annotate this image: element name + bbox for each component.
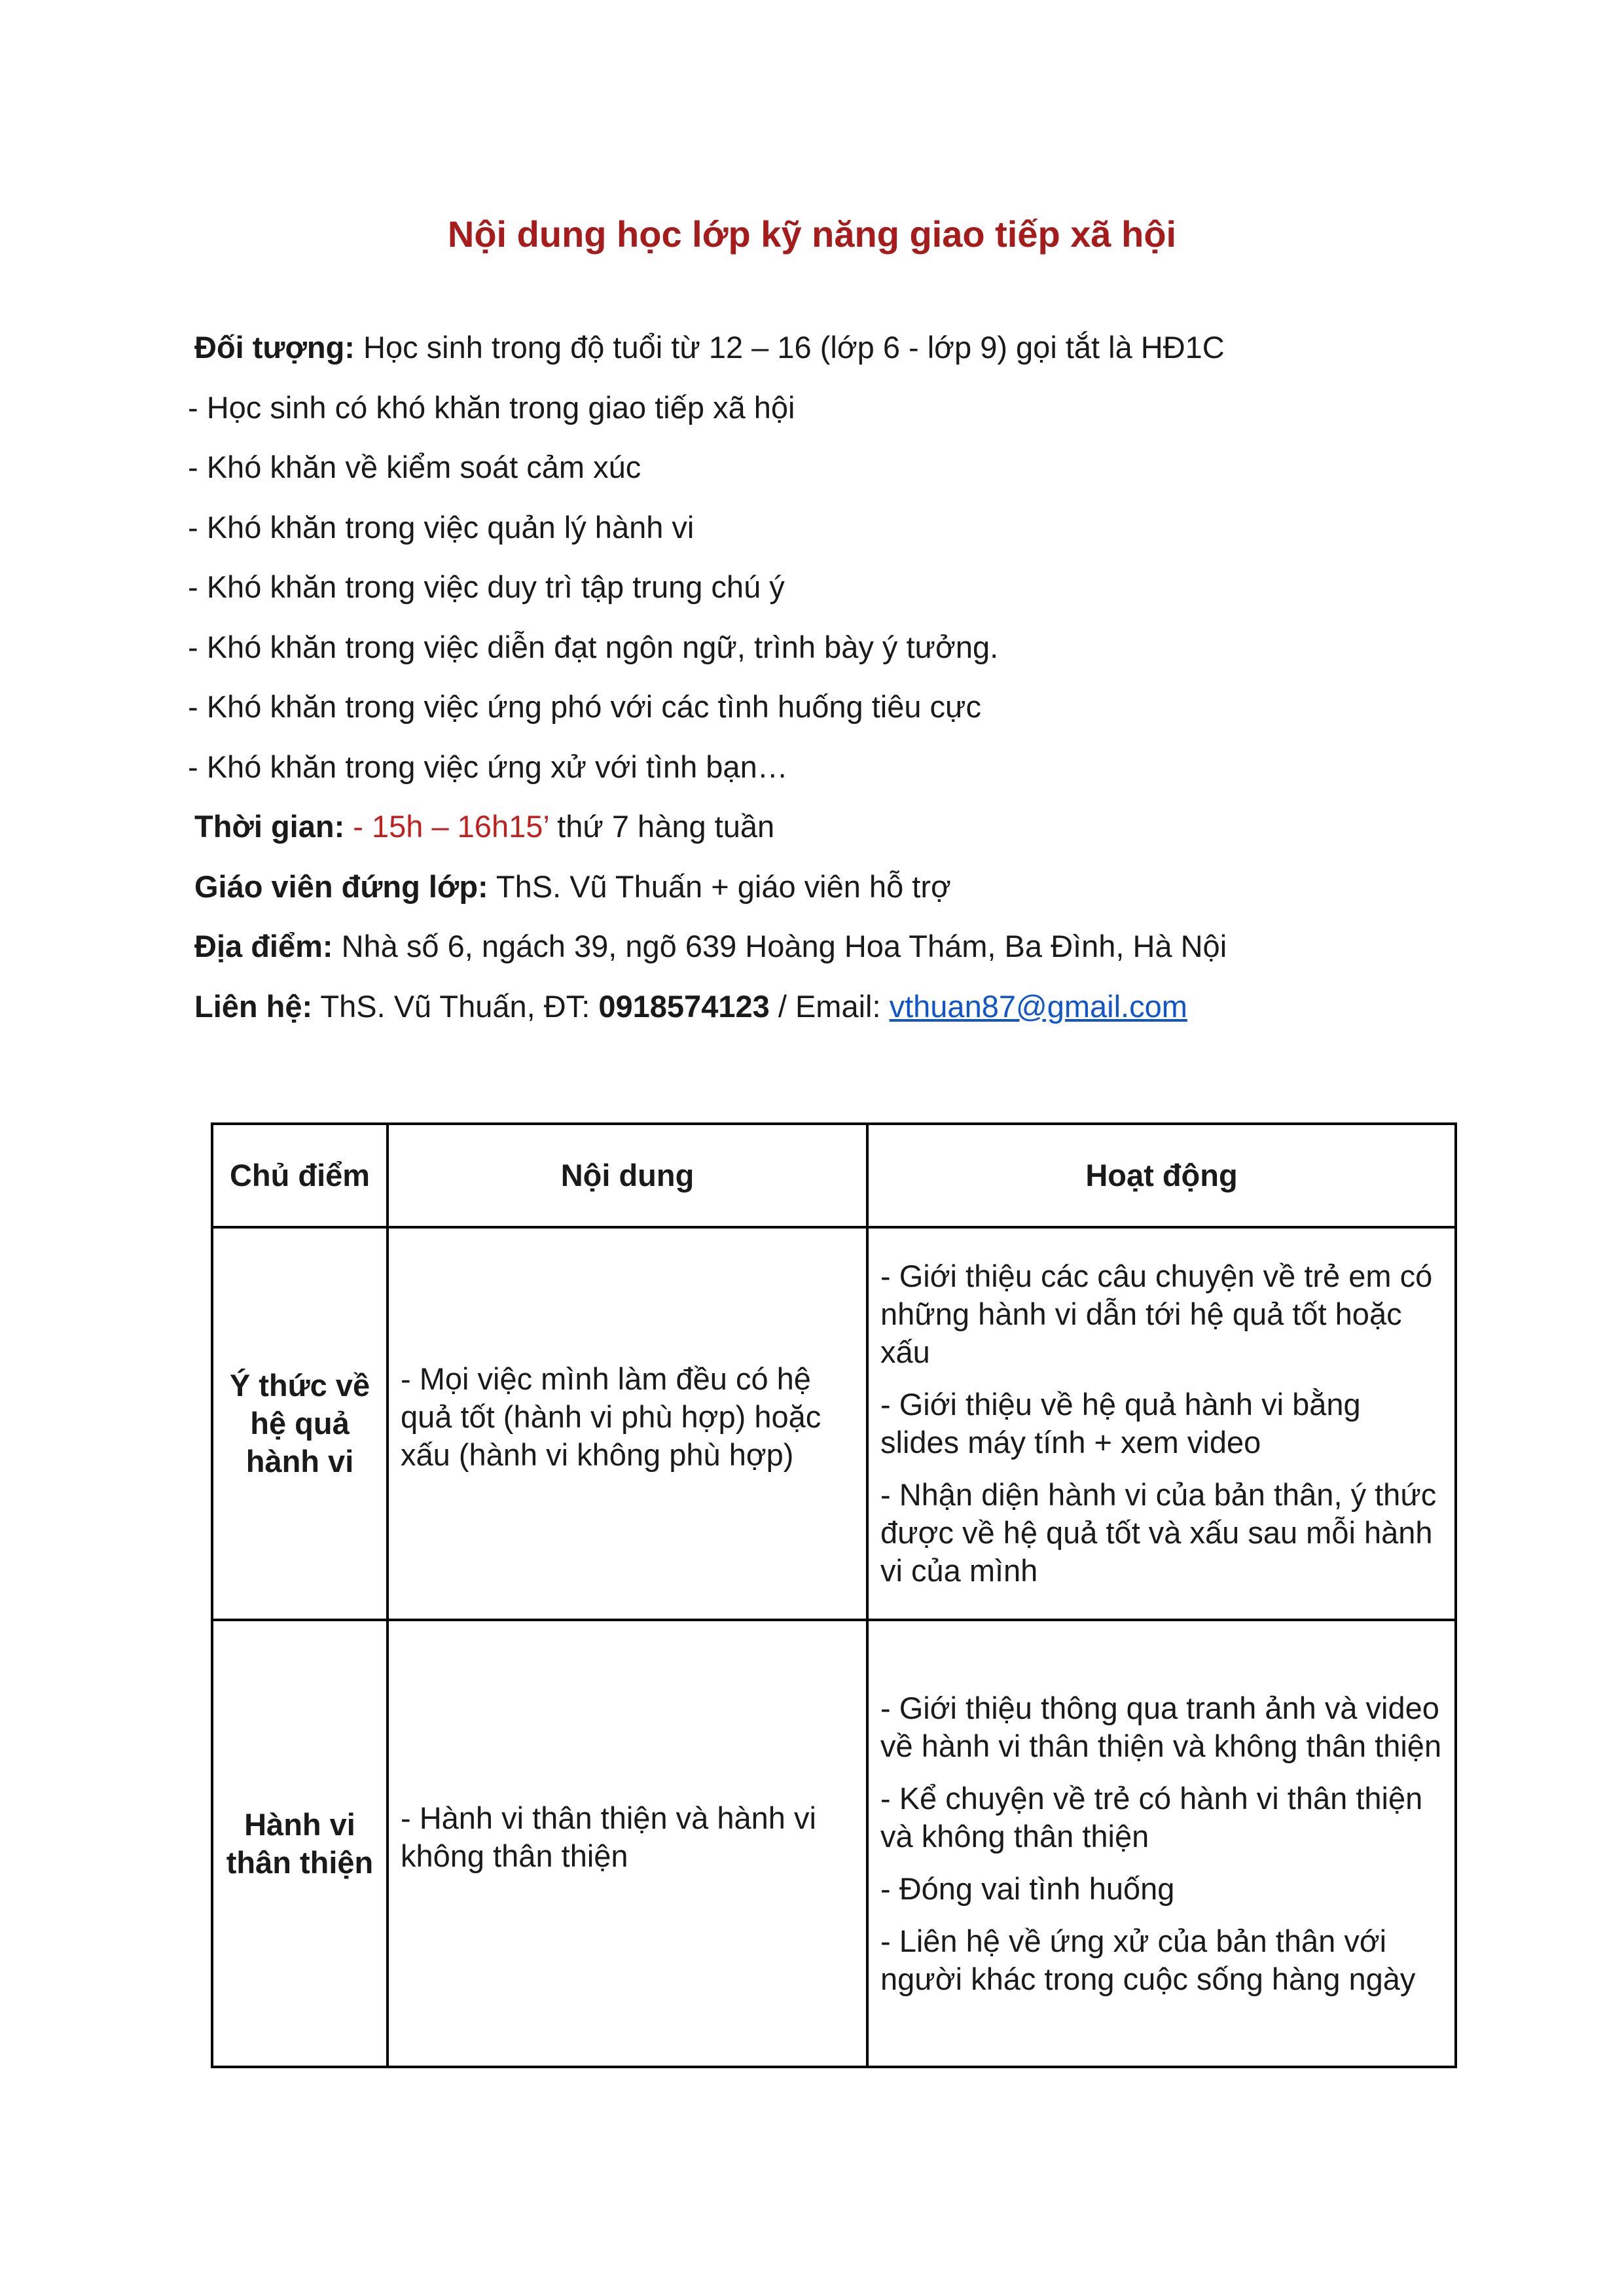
row-activities (867, 1620, 1456, 2067)
row-activities (867, 1227, 1456, 1620)
activity-item: - Kể chuyện về trẻ có hành vi thân thiện và không thân thiện (880, 1780, 1423, 1854)
difficulty-item: - Khó khăn về kiểm soát cảm xúc (188, 450, 641, 484)
contact-phone: 0918574123 (598, 988, 770, 1024)
schedule-dash: - (344, 809, 372, 844)
schedule-rest: thứ 7 hàng tuần (549, 809, 775, 844)
curriculum-table (211, 1122, 1457, 2068)
contact-email-label: / Email: (769, 988, 890, 1024)
activity-item: - Đóng vai tình huống (880, 1871, 1175, 1906)
activity-item: - Nhận diện hành vi của bản thân, ý thức được về hệ quả tốt và xấu sau mỗi hành vi của mình (880, 1477, 1437, 1588)
contact-email-link[interactable]: vthuan87@gmail.com (889, 988, 1187, 1024)
location-label: Địa điểm: (194, 929, 333, 963)
contact-label: Liên hệ: (194, 988, 313, 1024)
header-activities: Hoạt động (867, 1124, 1456, 1227)
teacher-line (194, 867, 1504, 907)
activity-item: - Giới thiệu các câu chuyện về trẻ em có những hành vi dẫn tới hệ quả tốt hoặc xấu (880, 1259, 1433, 1369)
row-topic: Hành vi thân thiện (212, 1620, 388, 2067)
contact-line (194, 986, 1504, 1027)
teacher-text: ThS. Vũ Thuấn + giáo viên hỗ trợ (488, 869, 951, 904)
header-topic: Chủ điểm (212, 1124, 388, 1227)
difficulty-item: - Khó khăn trong việc ứng xử với tình bạn… (188, 749, 788, 784)
difficulty-item: - Học sinh có khó khăn trong giao tiếp xã hội (188, 389, 795, 425)
table-header-row (212, 1124, 1456, 1227)
info-section (188, 327, 1504, 1046)
table-row (212, 1620, 1456, 2067)
activity-item: - Liên hệ về ứng xử của bản thân với người khác trong cuộc sống hàng ngày (880, 1923, 1416, 1996)
row-content: - Mọi việc mình làm đều có hệ quả tốt (hành vi phù hợp) hoặc xấu (hành vi không phù hợp) (388, 1227, 867, 1620)
teacher-label: Giáo viên đứng lớp: (194, 869, 488, 904)
row-topic: Ý thức về hệ quả hành vi (212, 1227, 388, 1620)
difficulty-item: - Khó khăn trong việc quản lý hành vi (188, 509, 695, 545)
table-row (212, 1227, 1456, 1620)
target-text: Học sinh trong độ tuổi từ 12 – 16 (lớp 6 - lớp 9) gọi tắt là HĐ1C (354, 330, 1225, 365)
target-line (194, 327, 1504, 368)
target-label: Đối tượng: (194, 330, 355, 365)
activity-item: - Giới thiệu thông qua tranh ảnh và video về hành vi thân thiện và không thân thiện (880, 1690, 1442, 1763)
schedule-line (194, 806, 1504, 847)
contact-text: ThS. Vũ Thuấn, ĐT: (312, 988, 599, 1024)
page-title: Nội dung học lớp kỹ năng giao tiếp xã hội (447, 213, 1177, 255)
row-content: - Hành vi thân thiện và hành vi không thân thiện (388, 1620, 867, 2067)
difficulty-item: - Khó khăn trong việc duy trì tập trung chú ý (188, 569, 785, 604)
header-content: Nội dung (388, 1124, 867, 1227)
schedule-time: 15h – 16h15’ (372, 809, 549, 844)
difficulty-item: - Khó khăn trong việc diễn đạt ngôn ngữ, trình bày ý tưởng. (188, 629, 999, 664)
activity-item: - Giới thiệu về hệ quả hành vi bằng slides máy tính + xem video (880, 1387, 1361, 1460)
location-text: Nhà số 6, ngách 39, ngõ 639 Hoàng Hoa Thám, Ba Đình, Hà Nội (333, 929, 1227, 963)
location-line (194, 926, 1504, 967)
schedule-label: Thời gian: (194, 809, 345, 844)
difficulty-item: - Khó khăn trong việc ứng phó với các tình huống tiêu cực (188, 689, 981, 724)
